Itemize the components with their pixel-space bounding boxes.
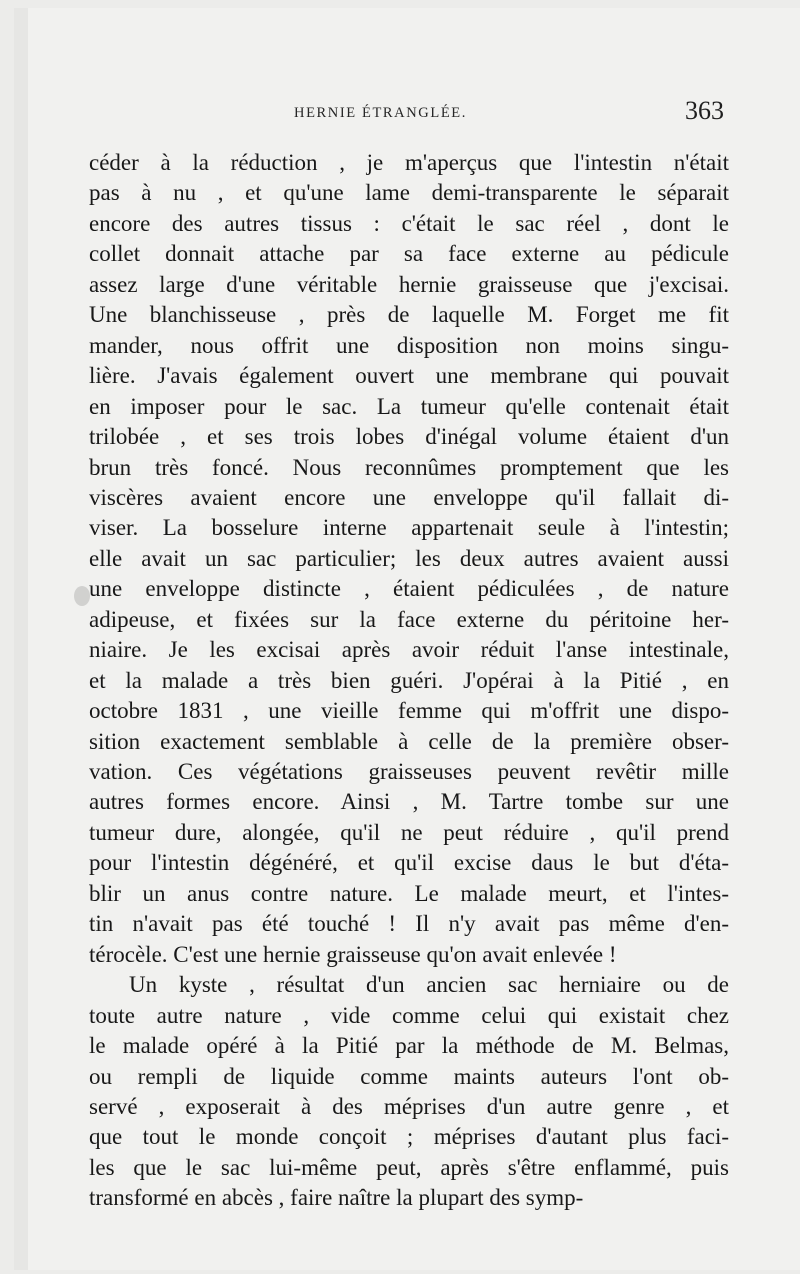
text-line: tumeur dure, alongée, qu'il ne peut réduire , qu'il prend: [89, 819, 729, 845]
text-line: lière. J'avais également ouvert une membrane qui pouvait: [89, 363, 729, 389]
text-line: elle avait un sac particulier; les deux autres avaient aussi: [89, 545, 729, 571]
text-line: adipeuse, et fixées sur la face externe du péritoine her-: [89, 606, 729, 632]
text-line: collet donnait attache par sa face externe au pédicule: [89, 241, 729, 267]
text-line: transformé en abcès , faire naître la plupart des symp-: [89, 1185, 584, 1211]
text-line: et la malade a très bien guéri. J'opérai à la Pitié , en: [89, 667, 729, 693]
text-line: autres formes encore. Ainsi , M. Tartre tombe sur une: [89, 789, 729, 815]
text-line: vation. Ces végétations graisseuses peuvent revêtir mille: [89, 759, 729, 784]
text-line: brun très foncé. Nous reconnûmes promptement que les: [89, 454, 729, 480]
text-line: Une blanchisseuse , près de laquelle M. Forget me fit: [89, 302, 729, 328]
text-line: octobre 1831 , une vieille femme qui m'offrit une dispo-: [89, 698, 729, 724]
text-line: le malade opéré à la Pitié par la méthode de M. Belmas,: [89, 1033, 729, 1059]
ink-smudge: [74, 586, 90, 606]
book-page: [14, 8, 800, 1270]
text-line: encore des autres tissus : c'était le sac réel , dont le: [89, 210, 729, 236]
text-line: blir un anus contre nature. Le malade meurt, et l'intes-: [89, 880, 729, 906]
running-title: HERNIE ÉTRANGLÉE.: [294, 105, 467, 121]
text-line: mander, nous offrit une disposition non moins singu-: [89, 332, 729, 358]
text-line: servé , exposerait à des méprises d'un autre genre , et: [89, 1093, 729, 1119]
text-line: que tout le monde conçoit ; méprises d'autant plus faci-: [89, 1124, 729, 1150]
text-line: Un kyste , résultat d'un ancien sac herniaire ou de: [129, 972, 729, 998]
text-line: térocèle. C'est une hernie graisseuse qu'on avait enlevée !: [89, 941, 617, 967]
page-number: 363: [685, 96, 724, 125]
text-line: une enveloppe distincte , étaient pédiculées , de nature: [89, 576, 729, 602]
page-edge: [14, 8, 28, 1270]
text-line: les que le sac lui-même peut, après s'être enflammé, puis: [89, 1154, 729, 1180]
text-line: viser. La bosselure interne appartenait seule à l'intestin;: [89, 515, 729, 541]
text-line: pour l'intestin dégénéré, et qu'il excise daus le but d'éta-: [89, 850, 729, 876]
text-line: en imposer pour le sac. La tumeur qu'elle contenait était: [89, 393, 729, 419]
text-line: viscères avaient encore une enveloppe qu'il fallait di-: [89, 484, 729, 510]
text-line: tin n'avait pas été touché ! Il n'y avait pas même d'en-: [89, 911, 729, 937]
text-line: pas à nu , et qu'une lame demi-transparente le séparait: [89, 180, 729, 206]
text-line: assez large d'une véritable hernie graisseuse que j'excisai.: [89, 271, 729, 297]
text-line: niaire. Je les excisai après avoir réduit l'anse intestinale,: [89, 637, 729, 663]
text-line: ou rempli de liquide comme maints auteurs l'ont ob-: [89, 1063, 729, 1089]
text-line: toute autre nature , vide comme celui qui existait chez: [89, 1002, 729, 1028]
text-line: trilobée , et ses trois lobes d'inégal volume étaient d'un: [89, 424, 729, 450]
text-line: céder à la réduction , je m'aperçus que l'intestin n'était: [89, 150, 729, 175]
text-line: sition exactement semblable à celle de la première obser-: [89, 728, 729, 754]
